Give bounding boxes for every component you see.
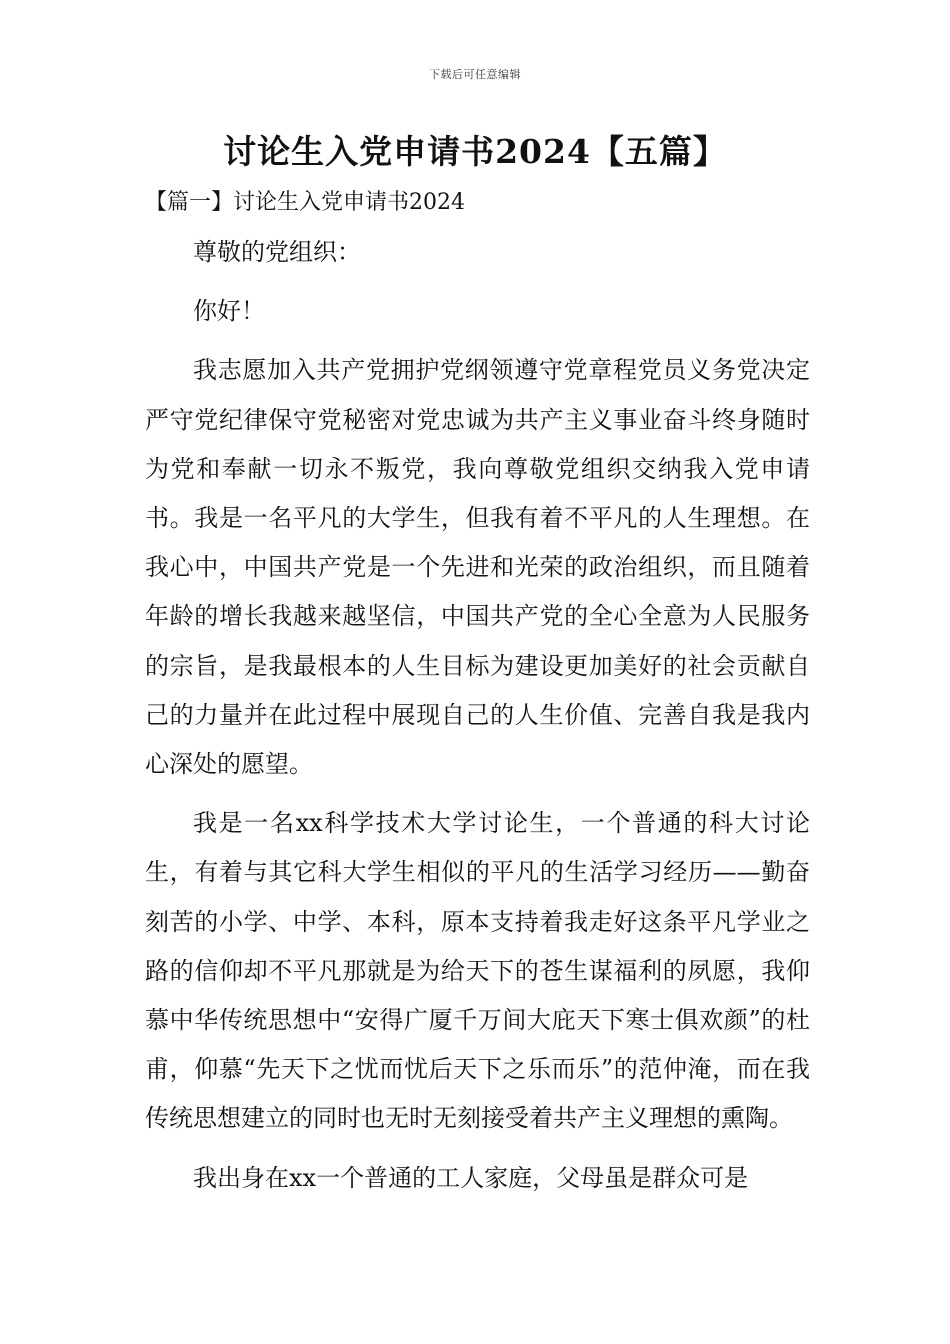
document-body — [145, 228, 810, 1213]
section-heading: 【篇一】讨论生入党申请书2024 — [145, 190, 465, 215]
body-paragraph: 我是一名xx科学技术大学讨论生，一个普通的科大讨论生，有着与其它科大学生相似的平凡的生活学习经历——勤奋刻苦的小学、中学、本科，原本支持着我走好这条平凡学业之路的信仰却不平凡那就是为给天下的苍生谋福利的夙愿，我仰慕中华传统思想中“安得广厦千万间大庇天下寒士俱欢颜”的杜甫，仰慕“先天下之忧而忧后天下之乐而乐”的范仲淹，而在我传统思想建立的同时也无时无刻接受着共产主义理想的熏陶。 — [145, 809, 810, 1133]
body-paragraph: 我出身在xx一个普通的工人家庭，父母虽是群众可是 — [193, 1163, 749, 1192]
greeting: 你好！ — [193, 297, 265, 326]
header-note: 下载后可任意编辑 — [429, 68, 521, 81]
salutation: 尊敬的党组织： — [193, 238, 361, 266]
body-paragraph: 我志愿加入共产党拥护党纲领遵守党章程党员义务党决定严守党纪律保守党秘密对党忠诚为共产主义事业奋斗终身随时为党和奉献一切永不叛党，我向尊敬党组织交纳我入党申请书。我是一名平凡的大学生，但我有着不平凡的人生理想。在我心中，中国共产党是一个先进和光荣的政治组织，而且随着年龄的增长我越来越坚信，中国共产党的全心全意为人民服务的宗旨，是我最根本的人生目标为建设更加美好的社会贡献自己的力量并在此过程中展现自己的人生价值、完善自我是我内心深处的愿望。 — [145, 356, 810, 779]
document-title: 讨论生入党申请书2024【五篇】 — [223, 132, 727, 171]
